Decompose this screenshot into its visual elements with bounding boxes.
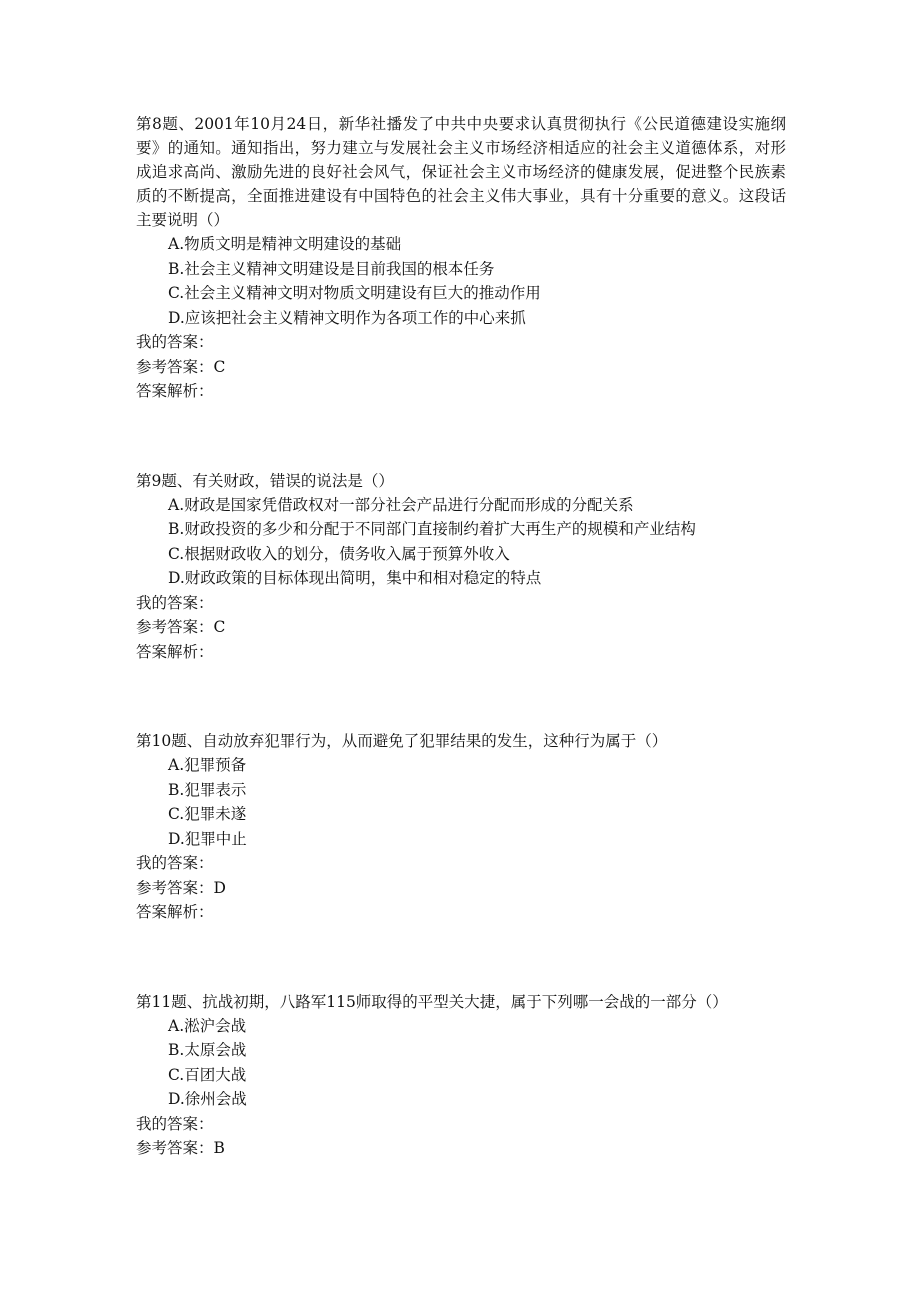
document-page: [136, 112, 786, 1161]
question-8: [136, 112, 786, 404]
question-10: [136, 729, 786, 925]
option-a: A.物质文明是精神文明建设的基础: [168, 235, 402, 253]
option-c: C.百团大战: [168, 1065, 247, 1084]
question-text: 第9题、有关财政，错误的说法是（）: [136, 471, 394, 490]
spacer: [136, 664, 786, 729]
question-text: 第10题、自动放弃犯罪行为，从而避免了犯罪结果的发生，这种行为属于（）: [136, 732, 668, 750]
question-text: 第8题、2001年10月24日，新华社播发了中共中央要求认真贯彻执行《公民道德建设实施纲要》的通知。通知指出，努力建立与发展社会主义市场经济相适应的社会主义道德体系，对形成追求高尚、激励先进的良好社会风气，保证社会主义市场经济的健康发展，促进整个民族素质的不断提高，全面推进建设有中国特色的社会主义伟大事业，具有十分重要的意义。这段话主要说明（）: [136, 115, 786, 229]
answer-analysis-label: 答案解析：: [136, 903, 214, 921]
option-b: B.社会主义精神文明建设是目前我国的根本任务: [168, 259, 495, 278]
my-answer-label: 我的答案：: [136, 854, 214, 872]
option-b: B.犯罪表示: [168, 780, 247, 799]
option-d: D.犯罪中止: [168, 829, 247, 848]
option-c: C.根据财政收入的划分，债务收入属于预算外收入: [168, 544, 510, 563]
option-a: A.财政是国家凭借政权对一部分社会产品进行分配而形成的分配关系: [168, 495, 634, 514]
my-answer-label: 我的答案：: [136, 1114, 214, 1133]
spacer: [136, 925, 786, 990]
my-answer-label: 我的答案：: [136, 593, 214, 612]
option-b: B.太原会战: [168, 1041, 247, 1059]
option-a: A.犯罪预备: [168, 756, 247, 774]
option-c: C.社会主义精神文明对物质文明建设有巨大的推动作用: [168, 284, 541, 302]
question-11: [136, 990, 786, 1161]
option-c: C.犯罪未遂: [168, 805, 247, 823]
option-b: B.财政投资的多少和分配于不同部门直接制约着扩大再生产的规模和产业结构: [168, 520, 696, 538]
reference-answer: 参考答案：C: [136, 357, 226, 376]
my-answer-label: 我的答案：: [136, 333, 214, 351]
question-text: 第11题、抗战初期，八路军115师取得的平型关大捷，属于下列哪一会战的一部分（）: [136, 992, 728, 1011]
option-d: D.徐州会战: [168, 1090, 247, 1108]
question-9: [136, 469, 786, 665]
option-d: D.财政政策的目标体现出简明，集中和相对稳定的特点: [168, 569, 542, 587]
reference-answer: 参考答案：B: [136, 1139, 225, 1157]
option-d: D.应该把社会主义精神文明作为各项工作的中心来抓: [168, 308, 526, 327]
option-a: A.淞沪会战: [168, 1016, 247, 1035]
reference-answer: 参考答案：D: [136, 878, 226, 897]
spacer: [136, 404, 786, 469]
reference-answer: 参考答案：C: [136, 618, 226, 636]
answer-analysis-label: 答案解析：: [136, 642, 214, 661]
answer-analysis-label: 答案解析：: [136, 382, 214, 400]
